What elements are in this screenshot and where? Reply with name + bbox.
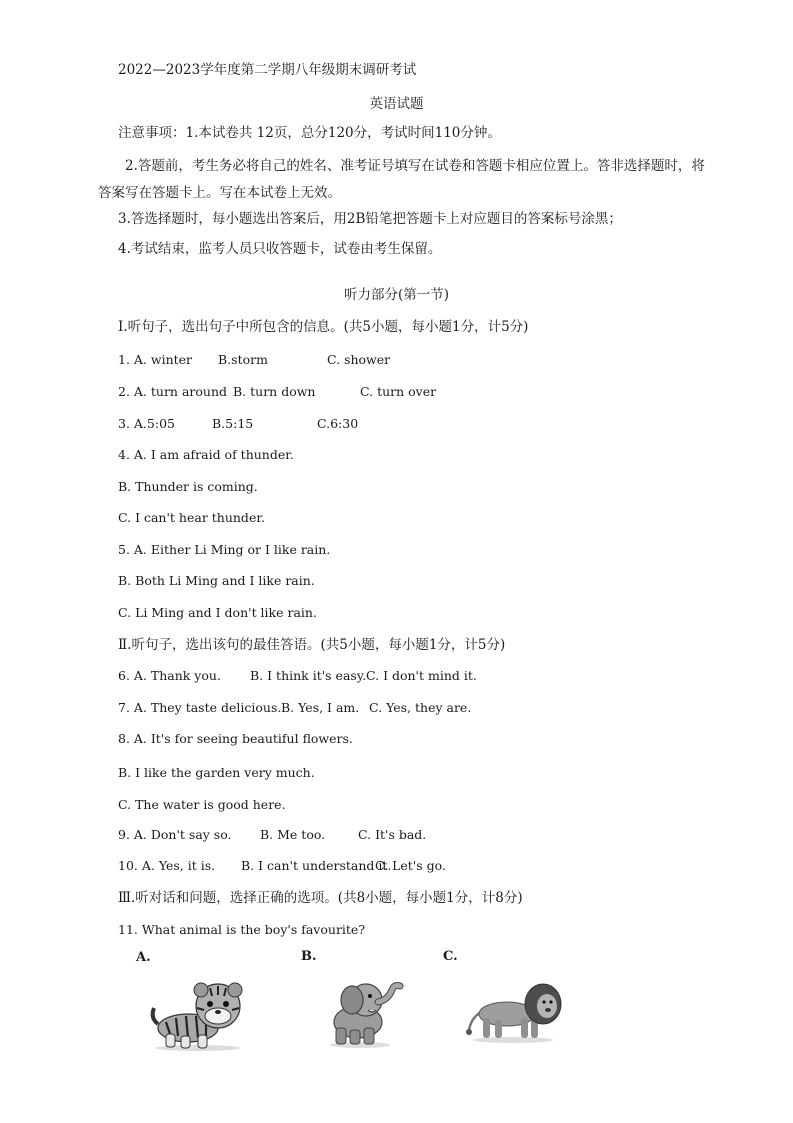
tiger-image [148, 978, 250, 1052]
note-3: 3.答选择题时，每小题选出答案后，用2B铅笔把答题卡上对应题目的答案标号涂黑； [118, 211, 622, 227]
q1-option-a: 1. A. winter [118, 352, 193, 367]
section2-heading: Ⅱ.听句子，选出该句的最佳答语。(共5小题，每小题1分，计5分) [118, 637, 506, 653]
q8-option-b: B. I like the garden very much. [118, 765, 315, 780]
q11-label-c: C. [443, 949, 458, 964]
q9-option-c: C. It's bad. [358, 827, 427, 842]
note-4: 4.考试结束，监考人员只收答题卡，试卷由考生保留。 [118, 241, 442, 257]
q8-option-c: C. The water is good here. [118, 797, 286, 812]
section1-heading: Ⅰ.听句子，选出句子中所包含的信息。(共5小题，每小题1分，计5分) [118, 319, 529, 335]
q5-option-b: B. Both Li Ming and I like rain. [118, 573, 315, 588]
q3-option-a: 3. A.5:05 [118, 416, 175, 431]
q5-option-c: C. Li Ming and I don't like rain. [118, 605, 317, 620]
q11-question: 11. What animal is the boy's favourite? [118, 922, 366, 937]
q9-option-a: 9. A. Don't say so. [118, 827, 232, 842]
q3-option-b: B.5:15 [212, 416, 254, 431]
q3-option-c: C.6:30 [317, 416, 359, 431]
q7-option-c: C. Yes, they are. [369, 700, 472, 715]
q4-option-b: B. Thunder is coming. [118, 479, 258, 494]
q2-option-b: B. turn down [233, 384, 316, 399]
note-2b: 答案写在答题卡上。写在本试卷上无效。 [98, 185, 341, 201]
q6-option-a: 6. A. Thank you. [118, 668, 221, 683]
lion-image [465, 982, 565, 1044]
q10-option-b: B. I can't understand it. [241, 858, 392, 873]
q1-option-b: B.storm [218, 352, 268, 367]
elephant-image [322, 978, 406, 1048]
q2-option-c: C. turn over [360, 384, 437, 399]
q8-option-a: 8. A. It's for seeing beautiful flowers. [118, 731, 353, 746]
q6-option-c: C. I don't mind it. [366, 668, 477, 683]
exam-title: 2022—2023学年度第二学期八年级期末调研考试 [118, 62, 417, 78]
q7-option-a: 7. A. They taste delicious. [118, 700, 282, 715]
q10-option-a: 10. A. Yes, it is. [118, 858, 216, 873]
q4-option-c: C. I can't hear thunder. [118, 510, 265, 525]
q9-option-b: B. Me too. [260, 827, 326, 842]
note-2a: 2.答题前，考生务必将自己的姓名、准考证号填写在试卷和答题卡相应位置上。答非选择题时，将 [125, 158, 705, 174]
q6-option-b: B. I think it's easy. [250, 668, 367, 683]
q5-option-a: 5. A. Either Li Ming or I like rain. [118, 542, 331, 557]
q4-option-a: 4. A. I am afraid of thunder. [118, 447, 294, 462]
q2-option-a: 2. A. turn around [118, 384, 228, 399]
q10-option-c: C. Let's go. [375, 858, 446, 873]
note-1: 注意事项：1.本试卷共 12页，总分120分，考试时间110分钟。 [118, 125, 501, 141]
q11-label-b: B. [301, 949, 317, 964]
q1-option-c: C. shower [327, 352, 391, 367]
q7-option-b: B. Yes, I am. [281, 700, 360, 715]
section3-heading: Ⅲ.听对话和问题，选择正确的选项。(共8小题，每小题1分，计8分) [118, 890, 523, 906]
listening-title: 听力部分(第一节) [343, 287, 450, 303]
subject-title: 英语试题 [369, 96, 424, 112]
q11-label-a: A. [136, 950, 151, 965]
